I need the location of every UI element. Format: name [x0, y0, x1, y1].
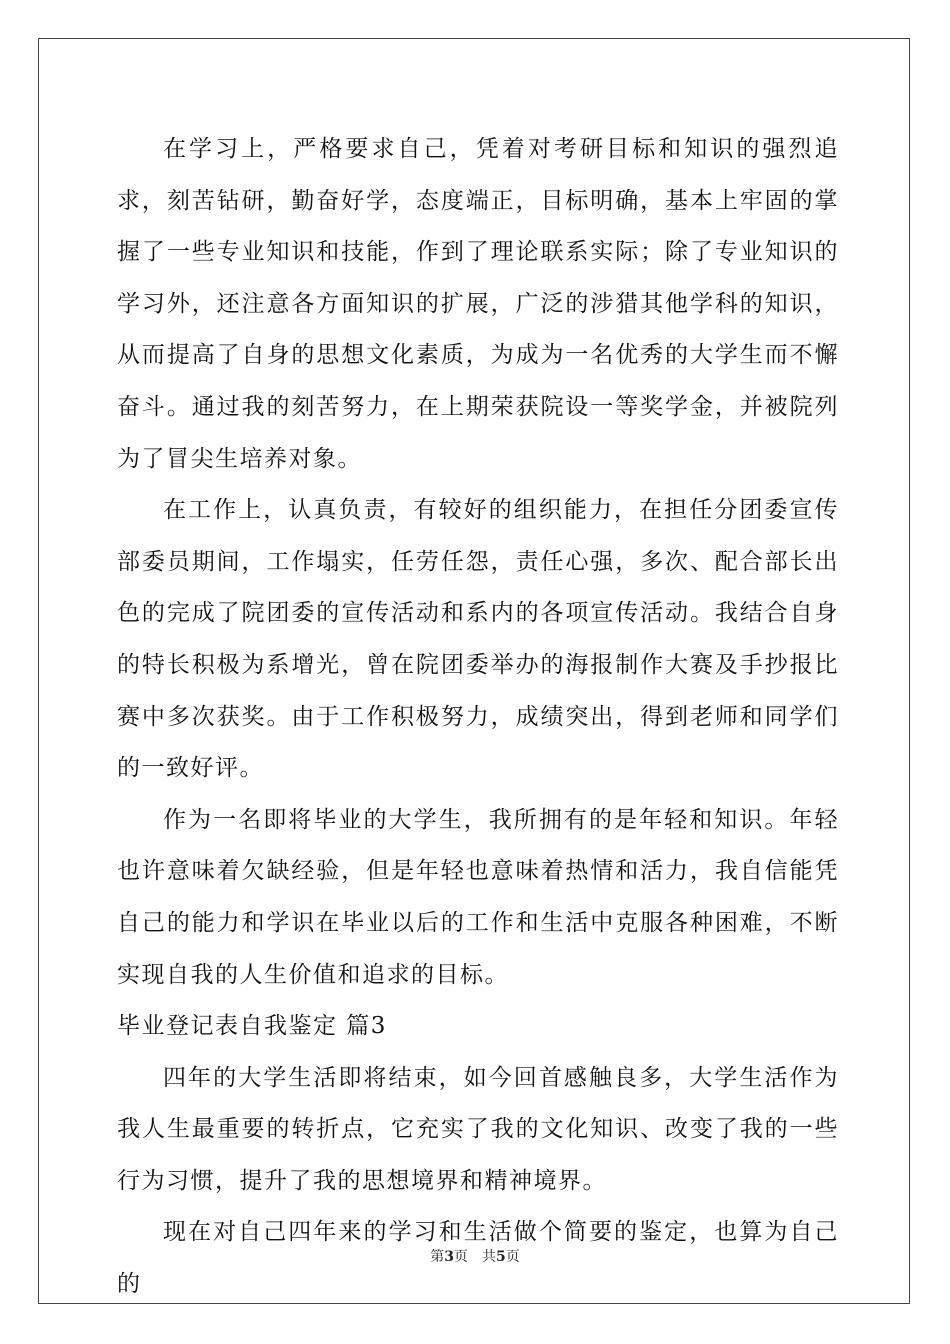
total-suffix: 页: [505, 1249, 520, 1265]
page-current: 3: [444, 1249, 454, 1265]
paragraph-graduate: 作为一名即将毕业的大学生，我所拥有的是年轻和知识。年轻也许意味着欠缺经验，但是年轻也意味着热情和活力，我自信能凭自己的能力和学识在毕业以后的工作和生活中克服各种困难，不断实现自我的人生价值和追求的目标。: [117, 806, 839, 988]
page-footer: [0, 1246, 950, 1266]
page-suffix: 页: [454, 1249, 468, 1265]
section-heading: 毕业登记表自我鉴定 篇3: [117, 1013, 387, 1040]
document-body: [117, 124, 839, 1311]
paragraph-self-assessment: 现在对自己四年来的学习和生活做个简要的鉴定，也算为自己的: [117, 1219, 839, 1298]
paragraph-university-life: 四年的大学生活即将结束，如今回首感触良多，大学生活作为我人生最重要的转折点，它充实了我的文化知识、改变了我的一些行为习惯，提升了我的思想境界和精神境界。: [117, 1064, 839, 1194]
paragraph-study: 在学习上，严格要求自己，凭着对考研目标和知识的强烈追求，刻苦钻研，勤奋好学，态度端正，目标明确，基本上牢固的掌握了一些专业知识和技能，作到了理论联系实际；除了专业知识的学习外，还注意各方面知识的扩展，广泛的涉猎其他学科的知识，从而提高了自身的思想文化素质，为成为一名优秀的大学生而不懈奋斗。通过我的刻苦努力，在上期荣获院设一等奖学金，并被院列为了冒尖生培养对象。: [117, 136, 839, 472]
total-prefix: 共: [482, 1249, 496, 1265]
page-total: 5: [496, 1249, 506, 1265]
paragraph-work: 在工作上，认真负责，有较好的组织能力，在担任分团委宣传部委员期间，工作塌实，任劳任怨，责任心强，多次、配合部长出色的完成了院团委的宣传活动和系内的各项宣传活动。我结合自身的特长积极为系增光，曾在院团委举办的海报制作大赛及手抄报比赛中多次获奖。由于工作积极努力，成绩突出，得到老师和同学们的一致好评。: [117, 497, 839, 782]
page-prefix: 第: [430, 1249, 445, 1265]
